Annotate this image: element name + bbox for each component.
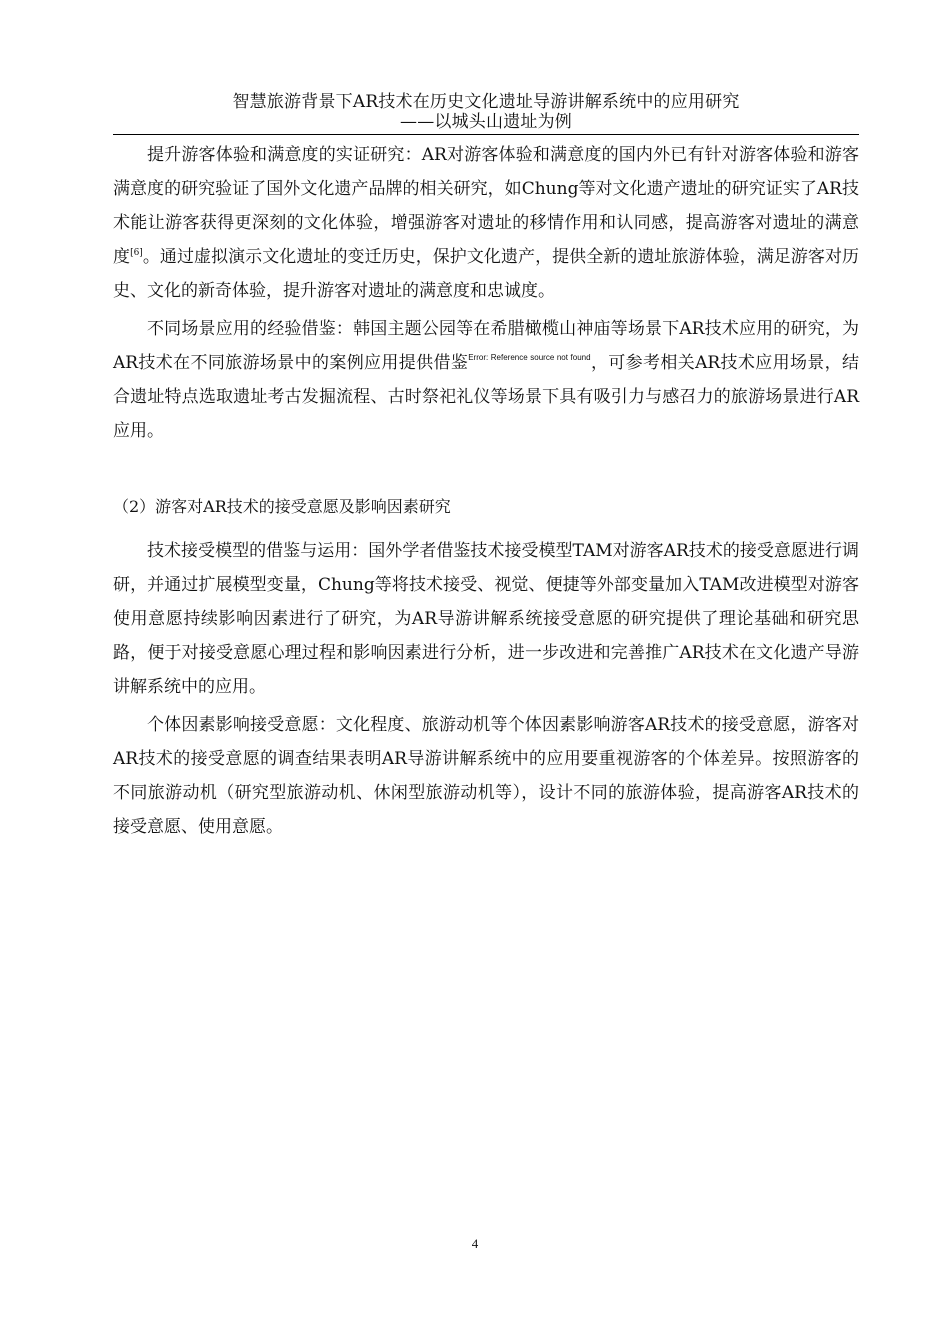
paragraph-text: ，可参考相关AR技术应用场景，结合遗址特点选取遗址考古发掘流程、古时祭祀礼仪等场景下具有吸引力与感召力的旅游场景进行AR应用。: [113, 353, 860, 441]
paragraph-tam-model: 技术接受模型的借鉴与运用：国外学者借鉴技术接受模型TAM对游客AR技术的接受意愿进行调研，并通过扩展模型变量，Chung等将技术接受、视觉、便捷等外部变量加入TAM改进模型对游客使用意愿持续影响因素进行了研究，为AR导游讲解系统接受意愿的研究提供了理论基础和研究思路，便于对接受意愿心理过程和影响因素进行分析，进一步改进和完善推广AR技术在文化遗产导游讲解系统中的应用。: [113, 541, 859, 697]
header-divider: [113, 134, 859, 135]
header-title-line2: ——以城头山遗址为例: [400, 112, 572, 132]
paragraph-text: 不同场景应用的经验借鉴：韩国主题公园等在希腊橄榄山神庙等场景下AR技术应用的研究，为AR技术在不同旅游场景中的案例应用提供借鉴: [113, 319, 859, 373]
body-section-1: [113, 138, 859, 448]
running-header: [113, 92, 859, 132]
section-heading: （2）游客对AR技术的接受意愿及影响因素研究: [113, 497, 451, 516]
paragraph-experience-satisfaction: [113, 138, 859, 308]
paragraph-text: 。通过虚拟演示文化遗址的变迁历史，保护文化遗产，提供全新的遗址旅游体验，满足游客对历史、文化的新奇体验，提升游客对遗址的满意度和忠诚度。: [113, 247, 860, 301]
paragraph-individual-factors: 个体因素影响接受意愿：文化程度、旅游动机等个体因素影响游客AR技术的接受意愿，游客对AR技术的接受意愿的调查结果表明AR导游讲解系统中的应用要重视游客的个体差异。按照游客的不同旅游动机（研究型旅游动机、休闲型旅游动机等），设计不同的旅游体验，提高游客AR技术的接受意愿、使用意愿。: [113, 715, 859, 837]
page-number: 4: [471, 1236, 479, 1251]
body-section-2: [113, 534, 859, 844]
paragraph-text: 提升游客体验和满意度的实证研究：AR对游客体验和满意度的国内外已有针对游客体验和游客满意度的研究验证了国外文化遗产品牌的相关研究，如Chung等对文化遗产遗址的研究证实了AR技术能让游客获得更深刻的文化体验，增强游客对遗址的移情作用和认同感，提高游客对遗址的满意度: [113, 145, 859, 267]
paragraph-scenario-application: [113, 312, 859, 448]
citation-ref[interactable]: [6]: [130, 248, 143, 258]
header-title-line1: 智慧旅游背景下AR技术在历史文化遗址导游讲解系统中的应用研究: [232, 92, 740, 112]
reference-error-field: Error: Reference source not found: [468, 353, 591, 362]
